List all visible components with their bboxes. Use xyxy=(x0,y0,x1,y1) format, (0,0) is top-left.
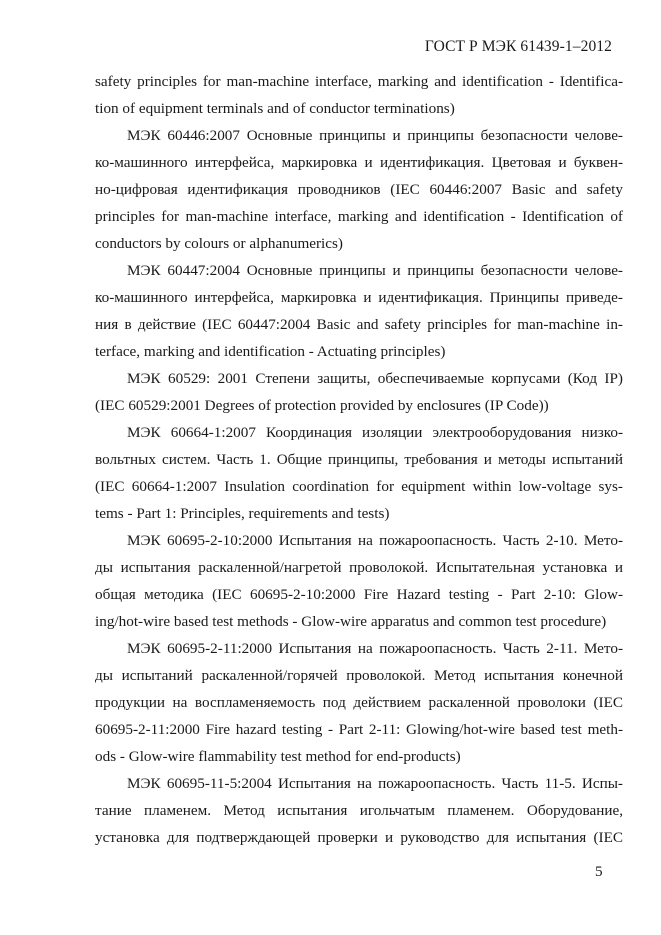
paragraph xyxy=(95,365,623,419)
text-line: продукции на воспламеняемость под действием раскаленной проволоки (IEC xyxy=(95,694,623,711)
text-line: но-цифровая идентификация проводников (IEC 60446:2007 Basic and safety xyxy=(95,181,623,198)
text-line: tion of equipment terminals and of conductor terminations) xyxy=(95,100,455,117)
text-line: МЭК 60695-2-10:2000 Испытания на пожароопасность. Часть 2-10. Мето- xyxy=(127,532,623,549)
page-number: 5 xyxy=(595,863,603,880)
text-line: общая методика (IEC 60695-2-10:2000 Fire Hazard testing - Part 2-10: Glow- xyxy=(95,586,623,603)
text-line: ко-машинного интерфейса, маркировка и идентификация. Принципы приведе- xyxy=(95,289,623,306)
text-line: conductors by colours or alphanumerics) xyxy=(95,235,343,252)
paragraph xyxy=(95,419,623,527)
text-line: principles for man-machine interface, marking and identification - Identification of xyxy=(95,208,623,225)
text-line: МЭК 60695-2-11:2000 Испытания на пожароопасность. Часть 2-11. Мето- xyxy=(127,640,623,657)
text-line: вольтных систем. Часть 1. Общие принципы, требования и методы испытаний xyxy=(95,451,623,468)
text-line: ды испытания раскаленной/нагретой проволокой. Испытательная установка и xyxy=(95,559,623,576)
text-line: safety principles for man-machine interface, marking and identification - Identifica- xyxy=(95,73,623,90)
text-line: (IEC 60664-1:2007 Insulation coordination for equipment within low-voltage sys- xyxy=(95,478,623,495)
paragraph xyxy=(95,68,623,122)
text-line: установка для подтверждающей проверки и руководство для испытания (IEC xyxy=(95,829,623,846)
paragraph xyxy=(95,527,623,635)
text-line: ды испытаний раскаленной/горячей проволокой. Метод испытания конечной xyxy=(95,667,623,684)
paragraph xyxy=(95,122,623,257)
text-line: МЭК 60447:2004 Основные принципы и принципы безопасности челове- xyxy=(127,262,623,279)
paragraph xyxy=(95,257,623,365)
text-line: ко-машинного интерфейса, маркировка и идентификация. Цветовая и буквен- xyxy=(95,154,623,171)
text-line: МЭК 60664-1:2007 Координация изоляции электрооборудования низко- xyxy=(127,424,623,441)
text-line: tems - Part 1: Principles, requirements and tests) xyxy=(95,505,390,522)
document-header: ГОСТ Р МЭК 61439-1–2012 xyxy=(424,38,612,55)
text-line: 60695-2-11:2000 Fire hazard testing - Part 2-11: Glowing/hot-wire based test meth- xyxy=(95,721,623,738)
text-line: (IEC 60529:2001 Degrees of protection provided by enclosures (IP Code)) xyxy=(95,397,549,414)
text-line: ing/hot-wire based test methods - Glow-wire apparatus and common test procedure) xyxy=(95,613,607,630)
text-line: МЭК 60529: 2001 Степени защиты, обеспечиваемые корпусами (Код IP) xyxy=(127,370,623,387)
text-line: МЭК 60695-11-5:2004 Испытания на пожароопасность. Часть 11-5. Испы- xyxy=(127,775,623,792)
document-body xyxy=(95,68,623,851)
text-line: МЭК 60446:2007 Основные принципы и принципы безопасности челове- xyxy=(127,127,623,144)
text-line: ния в действие (IEC 60447:2004 Basic and safety principles for man-machine in- xyxy=(95,316,623,333)
text-line: ods - Glow-wire flammability test method for end-products) xyxy=(95,748,461,765)
paragraph xyxy=(95,635,623,770)
text-line: тание пламенем. Метод испытания игольчатым пламенем. Оборудование, xyxy=(95,802,623,819)
paragraph xyxy=(95,770,623,851)
text-line: terface, marking and identification - Actuating principles) xyxy=(95,343,446,360)
